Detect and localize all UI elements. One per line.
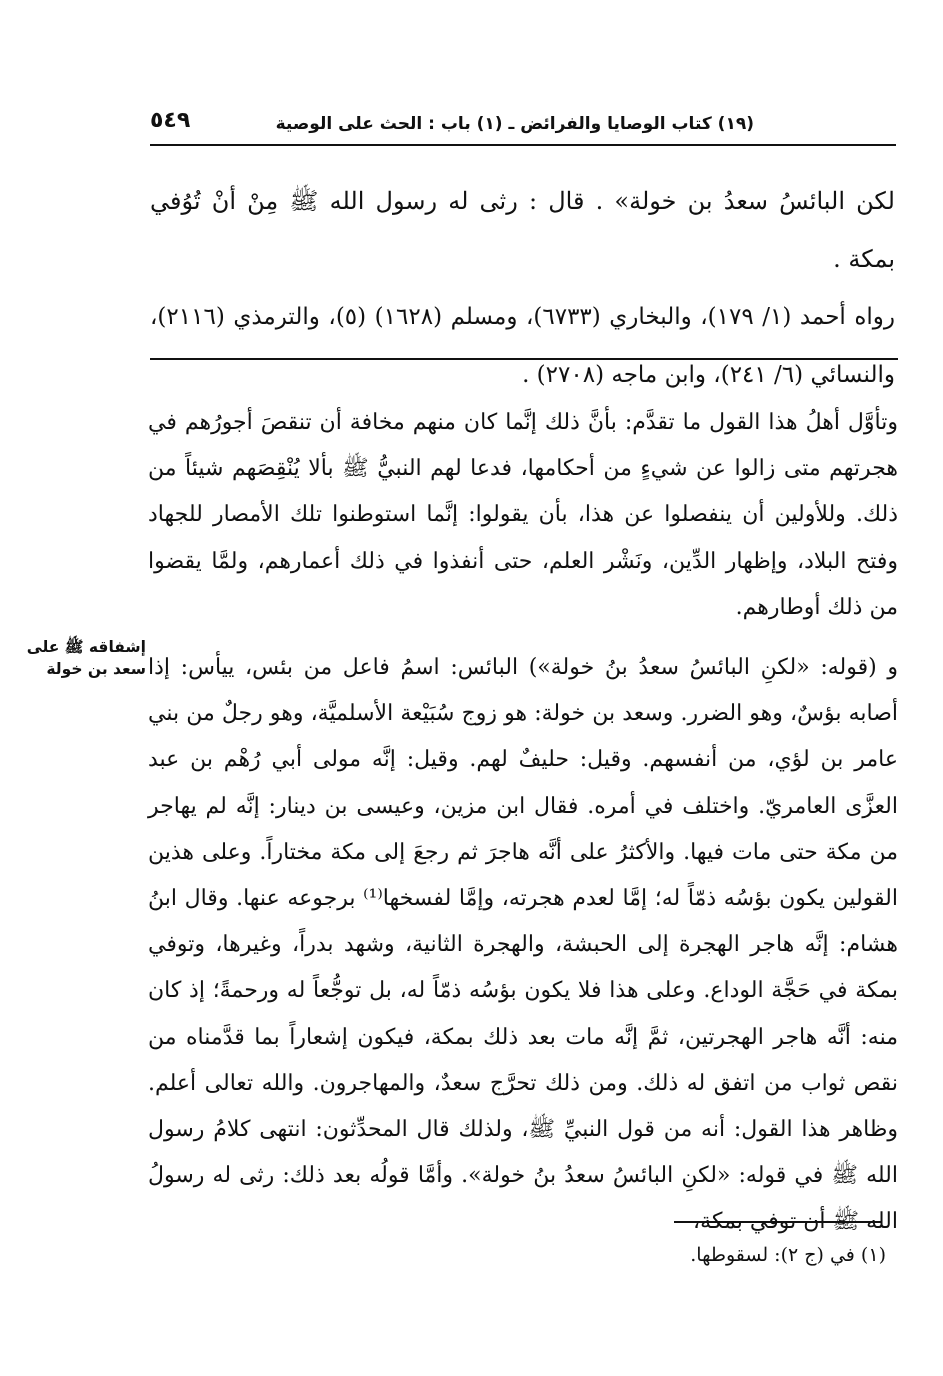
hadith-sources: رواه أحمد (١/ ١٧٩)، والبخاري (٦٧٣٣)، ومسلم (١٦٢٨) (٥)، والترمذي (٢١١٦)، والنسائي (٦/ ٢٤١)، وابن ماجه (٢٧٠٨) .	[150, 304, 895, 388]
margin-note-line: إشفاقه ﷺ على	[26, 638, 146, 656]
hadith-block	[150, 172, 895, 404]
section-divider	[150, 358, 898, 360]
footnote: (١) في (ج ٢): لسقوطها.	[690, 1244, 886, 1266]
footnote-rule	[674, 1221, 882, 1223]
commentary-paragraph: وتأوَّل أهلُ هذا القول ما تقدَّم: بأنَّ ذلك إنَّما كان منهم مخافة أن تنقصَ أجورُهم في هجرتهم متى زالوا عن شيءٍ من أحكامها، فدعا لهم النبيُّ ﷺ بألا يُنْقِصَهم شيئاً من ذلك. وللأولين أن ينفصلوا عن هذا، بأن يقولوا: إنَّما استوطنوا تلك الأمصار للجهاد وفتح البلاد، وإظهار الدِّين، ونَشْر العلم، حتى أنفذوا في ذلك أعمارهم، ولمَّا يقضوا من ذلك أوطارهم.	[148, 410, 898, 620]
hadith-text: لكن البائسُ سعدُ بن خولة» . قال : رثى له رسول الله ﷺ مِنْ أنْ تُوُفي بمكة .	[150, 187, 895, 273]
commentary-block	[148, 400, 898, 1246]
page-number: ٥٤٩	[150, 108, 191, 133]
margin-note-line: سعد بن خولة	[46, 660, 146, 678]
margin-note	[6, 636, 146, 680]
commentary-paragraph: و (قوله: «لكنِ البائسُ سعدُ بنُ خولة») البائس: اسمُ فاعل من بئس، ييأس: إذا أصابه بؤسٌ، وهو الضرر. وسعد بن خولة: هو زوج سُبَيْعة الأسلميَّة، وهو رجلٌ من بني عامر بن لؤي، من أنفسهم. وقيل: حليفٌ لهم. وقيل: إنَّه مولى أبي رُهْم بن عبد العزَّى العامريّ. واختلف في أمره. فقال ابن مزين، وعيسى بن دينار: إنَّه لم يهاجر من مكة حتى مات فيها. والأكثرُ على أنَّه هاجرَ ثم رجعَ إلى مكة مختاراً. وعلى هذين القولين يكون بؤسُه ذمّاً له؛ إمَّا لعدم هجرته، وإمَّا لفسخها⁽¹⁾ برجوعه عنها. وقال ابنُ هشام: إنَّه هاجر الهجرة إلى الحبشة، والهجرة الثانية، وشهد بدراً، وغيرها، وتوفي بمكة في حَجَّة الوداع. وعلى هذا فلا يكون بؤسُه ذمّاً له، بل توجُّعاً له ورحمةً؛ إذ كان منه: أنَّه هاجر الهجرتين، ثمَّ إنَّه مات بعد ذلك بمكة، فيكون إشعاراً بما قدَّمناه من نقص ثواب من اتفق له ذلك. ومن ذلك تحرَّج سعدٌ، والمهاجرون. والله تعالى أعلم. وظاهر هذا القول: أنه من قول النبيِّ ﷺ، ولذلك قال المحدِّثون: انتهى كلامُ رسول الله ﷺ في قوله: «لكنِ البائسُ سعدُ بنُ خولة». وأمَّا قولُه بعد ذلك: رثى له رسولُ الله ﷺ أن توفي بمكة،	[148, 655, 898, 1235]
header-rule	[150, 144, 896, 146]
chapter-title: (١٩) كتاب الوصايا والفرائض ـ (١) باب : الحث على الوصية	[275, 114, 754, 134]
running-header	[150, 108, 894, 142]
